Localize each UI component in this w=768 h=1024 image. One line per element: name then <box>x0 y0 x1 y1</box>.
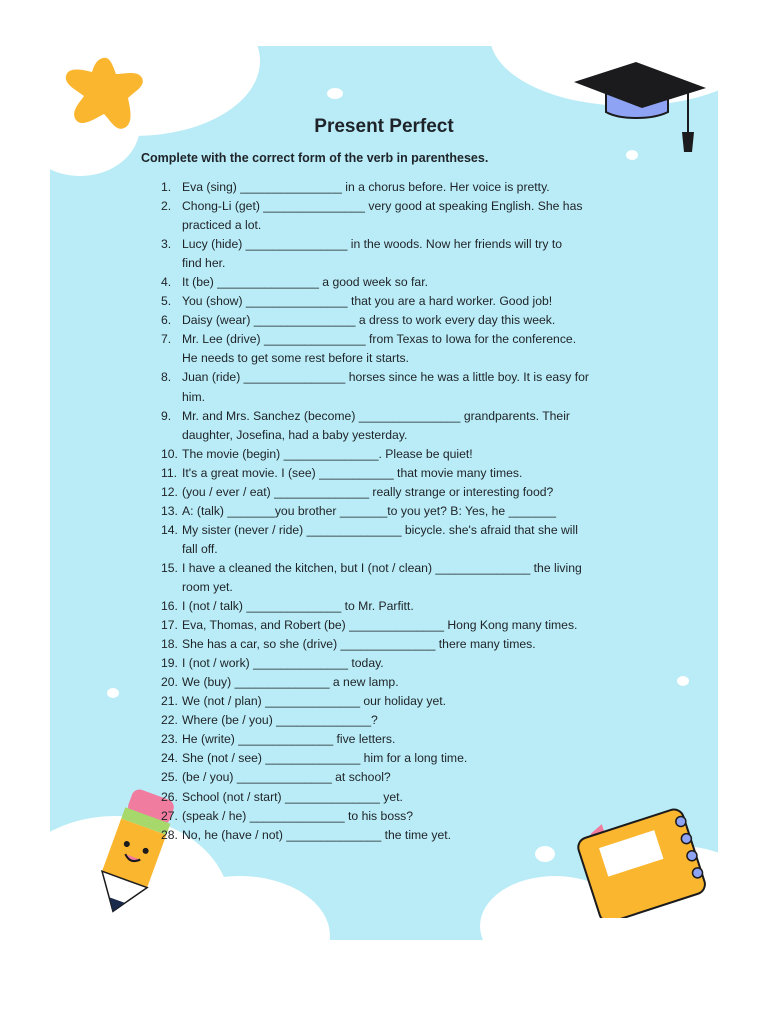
exercise-number: 12. <box>161 484 178 499</box>
exercise-item <box>161 635 641 654</box>
exercise-item <box>161 330 641 368</box>
exercise-item <box>161 749 641 768</box>
exercise-number: 26. <box>161 789 178 804</box>
exercise-text-line: fall off. <box>182 541 218 556</box>
exercise-item <box>161 292 641 311</box>
exercise-number: 17. <box>161 618 178 633</box>
exercise-item <box>161 597 641 616</box>
exercise-text-line: Mr. Lee (drive) _______________ from Texas to Iowa for the conference. <box>182 332 577 347</box>
exercise-text-line: We (buy) ______________ a new lamp. <box>182 675 399 690</box>
exercise-item <box>161 521 641 559</box>
exercise-text-line: room yet. <box>182 579 233 594</box>
exercise-number: 14. <box>161 522 178 537</box>
dot-shape <box>677 676 689 686</box>
exercise-text-line: My sister (never / ride) ______________ bicycle. she's afraid that she will <box>182 522 578 537</box>
exercise-text-line: (be / you) ______________ at school? <box>182 770 391 785</box>
exercise-number: 11. <box>161 465 178 480</box>
exercise-item <box>161 768 641 787</box>
exercise-item <box>161 673 641 692</box>
exercise-number: 13. <box>161 503 178 518</box>
exercise-item <box>161 464 641 483</box>
exercise-text-line: (speak / he) ______________ to his boss? <box>182 808 414 823</box>
exercise-number: 6. <box>161 313 172 328</box>
exercise-number: 22. <box>161 713 178 728</box>
exercise-text-line: I have a cleaned the kitchen, but I (not / clean) ______________ the living <box>182 560 582 575</box>
exercise-text-line: him. <box>182 389 206 404</box>
exercise-item <box>161 711 641 730</box>
exercise-text-line: The movie (begin) ______________. Please be quiet! <box>182 446 473 461</box>
exercise-item <box>161 483 641 502</box>
exercise-number: 18. <box>161 637 178 652</box>
page-title: Present Perfect <box>314 116 454 137</box>
exercise-text-line: Eva, Thomas, and Robert (be) ______________ Hong Kong many times. <box>182 618 578 633</box>
exercise-item <box>161 311 641 330</box>
exercise-item <box>161 197 641 235</box>
exercise-number: 4. <box>161 275 172 290</box>
dot-shape <box>107 688 119 698</box>
exercise-number: 1. <box>161 180 172 194</box>
exercise-text-line: I (not / work) ______________ today. <box>182 656 384 671</box>
exercise-number: 10. <box>161 446 178 461</box>
exercise-item <box>161 788 641 807</box>
exercise-item <box>161 273 641 292</box>
exercise-number: 15. <box>161 560 178 575</box>
exercise-text-line: You (show) _______________ that you are a hard worker. Good job! <box>182 294 553 309</box>
exercise-number: 23. <box>161 732 178 747</box>
exercise-number: 16. <box>161 599 178 614</box>
exercise-number: 7. <box>161 332 172 347</box>
exercise-item <box>161 654 641 673</box>
exercise-item <box>161 178 641 197</box>
exercise-item <box>161 826 641 845</box>
exercise-item <box>161 559 641 597</box>
exercise-text-line: We (not / plan) ______________ our holiday yet. <box>182 694 447 709</box>
exercise-number: 27. <box>161 808 178 823</box>
exercise-number: 28. <box>161 827 178 842</box>
graduation-cap-icon <box>570 60 710 156</box>
exercise-number: 24. <box>161 751 178 766</box>
exercise-text-line: Daisy (wear) _______________ a dress to work every day this week. <box>182 313 556 328</box>
instructions: Complete with the correct form of the verb in parentheses. <box>141 151 489 165</box>
exercise-text-line: School (not / start) ______________ yet. <box>182 789 403 804</box>
exercise-list <box>161 178 641 845</box>
exercise-item <box>161 502 641 521</box>
exercise-text-line: It's a great movie. I (see) ___________ that movie many times. <box>182 465 523 480</box>
exercise-item <box>161 807 641 826</box>
dot-shape <box>327 88 343 99</box>
exercise-text-line: She has a car, so she (drive) ______________ there many times. <box>182 637 536 652</box>
exercise-item <box>161 407 641 445</box>
exercise-text-line: Eva (sing) _______________ in a chorus before. Her voice is pretty. <box>182 180 550 194</box>
exercise-item <box>161 692 641 711</box>
dot-shape <box>535 846 555 862</box>
exercise-number: 25. <box>161 770 178 785</box>
exercise-text-line: Mr. and Mrs. Sanchez (become) _______________ grandparents. Their <box>182 408 570 423</box>
exercise-number: 9. <box>161 408 172 423</box>
exercise-number: 8. <box>161 370 172 385</box>
exercise-text-line: He needs to get some rest before it starts. <box>182 351 409 366</box>
exercise-text-line: Juan (ride) _______________ horses since he was a little boy. It is easy for <box>182 370 589 385</box>
exercise-text-line: It (be) _______________ a good week so far. <box>182 275 428 290</box>
exercise-item <box>161 616 641 635</box>
exercise-number: 2. <box>161 199 172 214</box>
exercise-text-line: He (write) ______________ five letters. <box>182 732 396 747</box>
exercise-text-line: No, he (have / not) ______________ the time yet. <box>182 827 451 842</box>
exercise-text-line: A: (talk) _______you brother _______to you yet? B: Yes, he _______ <box>182 503 557 518</box>
exercise-text-line: (you / ever / eat) ______________ really strange or interesting food? <box>182 484 554 499</box>
exercise-text-line: Lucy (hide) _______________ in the woods. Now her friends will try to <box>182 237 563 252</box>
exercise-number: 5. <box>161 294 172 309</box>
exercise-number: 3. <box>161 237 172 252</box>
exercise-number: 20. <box>161 675 178 690</box>
exercise-text-line: find her. <box>182 256 226 271</box>
exercise-text-line: daughter, Josefina, had a baby yesterday. <box>182 427 408 442</box>
exercise-item <box>161 730 641 749</box>
exercise-number: 19. <box>161 656 178 671</box>
exercise-text-line: Chong-Li (get) _______________ very good at speaking English. She has <box>182 199 583 214</box>
exercise-text-line: I (not / talk) ______________ to Mr. Parfitt. <box>182 599 414 614</box>
exercise-item <box>161 445 641 464</box>
exercise-text-line: She (not / see) ______________ him for a long time. <box>182 751 468 766</box>
exercise-item <box>161 368 641 406</box>
exercise-item <box>161 235 641 273</box>
exercise-text-line: practiced a lot. <box>182 218 262 233</box>
exercise-number: 21. <box>161 694 178 709</box>
exercise-text-line: Where (be / you) ______________? <box>182 713 378 728</box>
